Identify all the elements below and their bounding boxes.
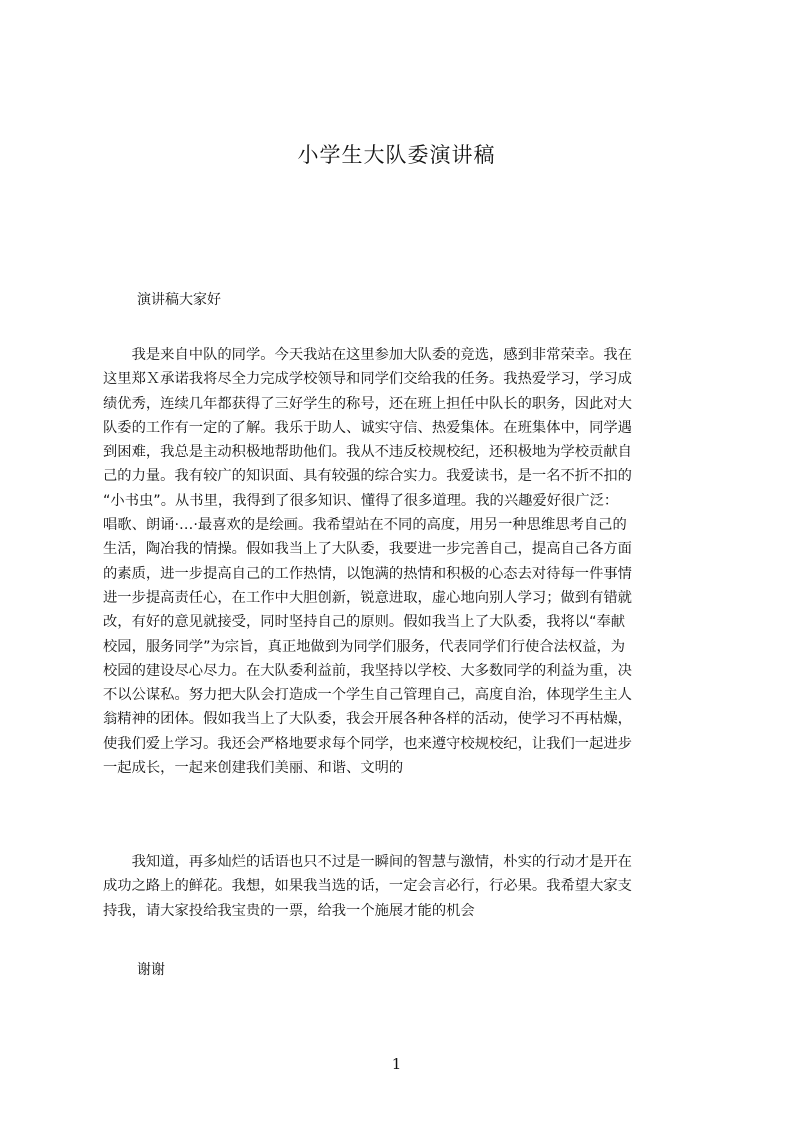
text-line: 一起成长，一起来创建我们美丽、和谐、文明的 bbox=[103, 760, 404, 777]
text-line: 己的力量。我有较广的知识面、具有较强的综合实力。我爱读书，是一名不折不扣的 bbox=[103, 468, 632, 485]
text-line: 我是来自中队的同学。今天我站在这里参加大队委的竞选，感到非常荣幸。我在 bbox=[103, 347, 632, 363]
text-line: 我知道，再多灿烂的话语也只不过是一瞬间的智慧与激情，朴实的行动才是开在 bbox=[103, 854, 632, 870]
paragraph-1 bbox=[103, 343, 699, 780]
text-line: 持我，请大家投给我宝贵的一票，给我一个施展才能的机会 bbox=[103, 902, 475, 919]
paragraph-2 bbox=[103, 850, 699, 923]
text-line: 绩优秀，连续几年都获得了三好学生的称号，还在班上担任中队长的职务，因此对大 bbox=[103, 395, 632, 412]
text-line: 不以公谋私。努力把大队会打造成一个学生自己管理自己，高度自治，体现学生主人 bbox=[103, 687, 632, 704]
text-line: 这里郑Ｘ承诺我将尽全力完成学校领导和同学们交给我的任务。我热爱学习，学习成 bbox=[103, 371, 632, 388]
text-line: 翁精神的团体。假如我当上了大队委，我会开展各种各样的活动，使学习不再枯燥， bbox=[103, 711, 632, 728]
text-line: 的素质，进一步提高自己的工作热情，以饱满的热情和积极的心态去对待每一件事情 bbox=[103, 565, 632, 582]
closing-line: 谢谢 bbox=[137, 962, 165, 978]
text-line: 改，有好的意见就接受，同时坚持自己的原则。假如我当上了大队委，我将以“奉献 bbox=[103, 614, 626, 631]
text-line: “小书虫”。从书里，我得到了很多知识、懂得了很多道理。我的兴趣爱好很广泛： bbox=[103, 492, 619, 509]
text-line: 进一步提高责任心，在工作中大胆创新，锐意进取，虚心地向别人学习；做到有错就 bbox=[103, 589, 632, 606]
text-line: 生活，陶冶我的情操。假如我当上了大队委，我要进一步完善自己，提高自己各方面 bbox=[103, 541, 632, 558]
text-line: 使我们爱上学习。我还会严格地要求每个同学，也来遵守校规校纪，让我们一起进步 bbox=[103, 735, 632, 752]
page-number: 1 bbox=[391, 1055, 402, 1073]
text-line: 校园的建设尽心尽力。在大队委利益前，我坚持以学校、大多数同学的利益为重，决 bbox=[103, 662, 632, 679]
text-line: 唱歌、朗诵·…·最喜欢的是绘画。我希望站在不同的高度，用另一种思维思考自己的 bbox=[103, 517, 627, 534]
document-title: 小学生大队委演讲稿 bbox=[297, 143, 496, 167]
text-line: 成功之路上的鲜花。我想，如果我当选的话，一定会言必行，行必果。我希望大家支 bbox=[103, 878, 632, 895]
text-line: 到困难，我总是主动积极地帮助他们。我从不违反校规校纪，还积极地为学校贡献自 bbox=[103, 444, 632, 461]
greeting-line: 演讲稿大家好 bbox=[137, 292, 221, 308]
text-line: 队委的工作有一定的了解。我乐于助人、诚实守信、热爱集体。在班集体中，同学遇 bbox=[103, 419, 632, 436]
text-line: 校园，服务同学”为宗旨，真正地做到为同学们服务，代表同学们行使合法权益，为 bbox=[103, 638, 626, 655]
